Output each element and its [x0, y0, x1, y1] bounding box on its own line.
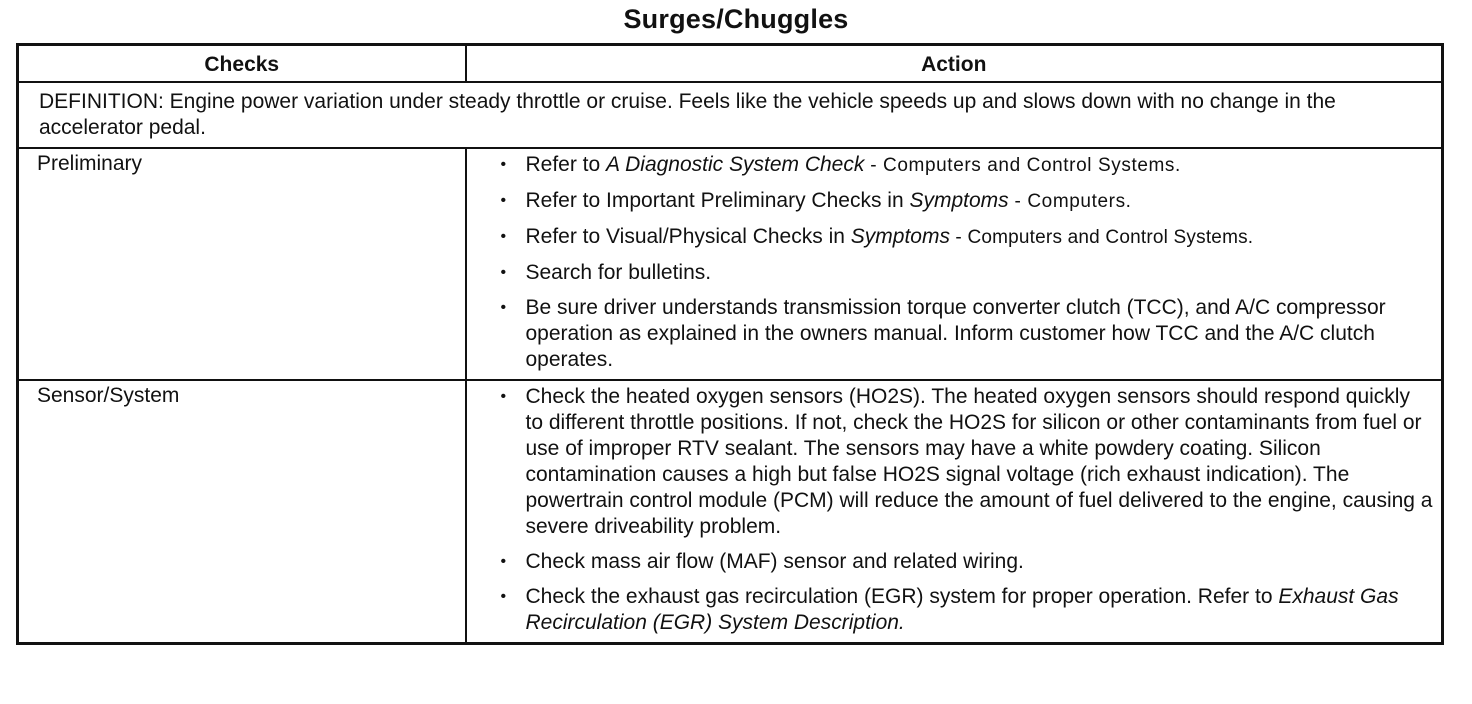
action-item: • Refer to Important Preliminary Checks in Symptoms - Computers.: [501, 188, 1434, 215]
action-item: • Check the heated oxygen sensors (HO2S). The heated oxygen sensors should respond quickly to different throttle positions. If not, check the HO2S for silicon or other contaminants from fuel or use of improper RTV sealant. The sensors may have a white powdery coating. Silicon contamination causes a high but false HO2S signal voltage (rich exhaust indication). The powertrain control module (PCM) will reduce the amount of fuel delivered to the engine, causing a severe driveability problem.: [501, 384, 1434, 540]
definition-text: DEFINITION: Engine power variation under steady throttle or cruise. Feels like the vehicle speeds up and slows down with no change in the accelerator pedal.: [18, 82, 1443, 148]
action-cell: [466, 380, 1443, 644]
action-cell: [466, 148, 1443, 380]
table-row: [18, 148, 1443, 380]
action-item: • Be sure driver understands transmission torque converter clutch (TCC), and A/C compressor operation as explained in the owners manual. Inform customer how TCC and the A/C clutch operates.: [501, 295, 1434, 373]
check-label-preliminary: Preliminary: [18, 148, 466, 380]
action-item: • Check the exhaust gas recirculation (EGR) system for proper operation. Refer to Exhaust Gas Recirculation (EGR) System Description.: [501, 584, 1434, 636]
checks-column-header: Checks: [18, 45, 466, 83]
action-column-header: Action: [466, 45, 1443, 83]
action-item: • Search for bulletins.: [501, 260, 1434, 286]
diagnostic-table: [16, 43, 1444, 645]
table-header-row: [18, 45, 1443, 83]
action-item: • Check mass air flow (MAF) sensor and related wiring.: [501, 549, 1434, 575]
page-title: Surges/Chuggles: [623, 4, 849, 34]
action-item: • Refer to A Diagnostic System Check - Computers and Control Systems.: [501, 152, 1434, 179]
action-item: • Refer to Visual/Physical Checks in Symptoms - Computers and Control Systems.: [501, 224, 1434, 251]
definition-row: [18, 82, 1443, 148]
table-row: [18, 380, 1443, 644]
check-label-sensor-system: Sensor/System: [18, 380, 466, 644]
